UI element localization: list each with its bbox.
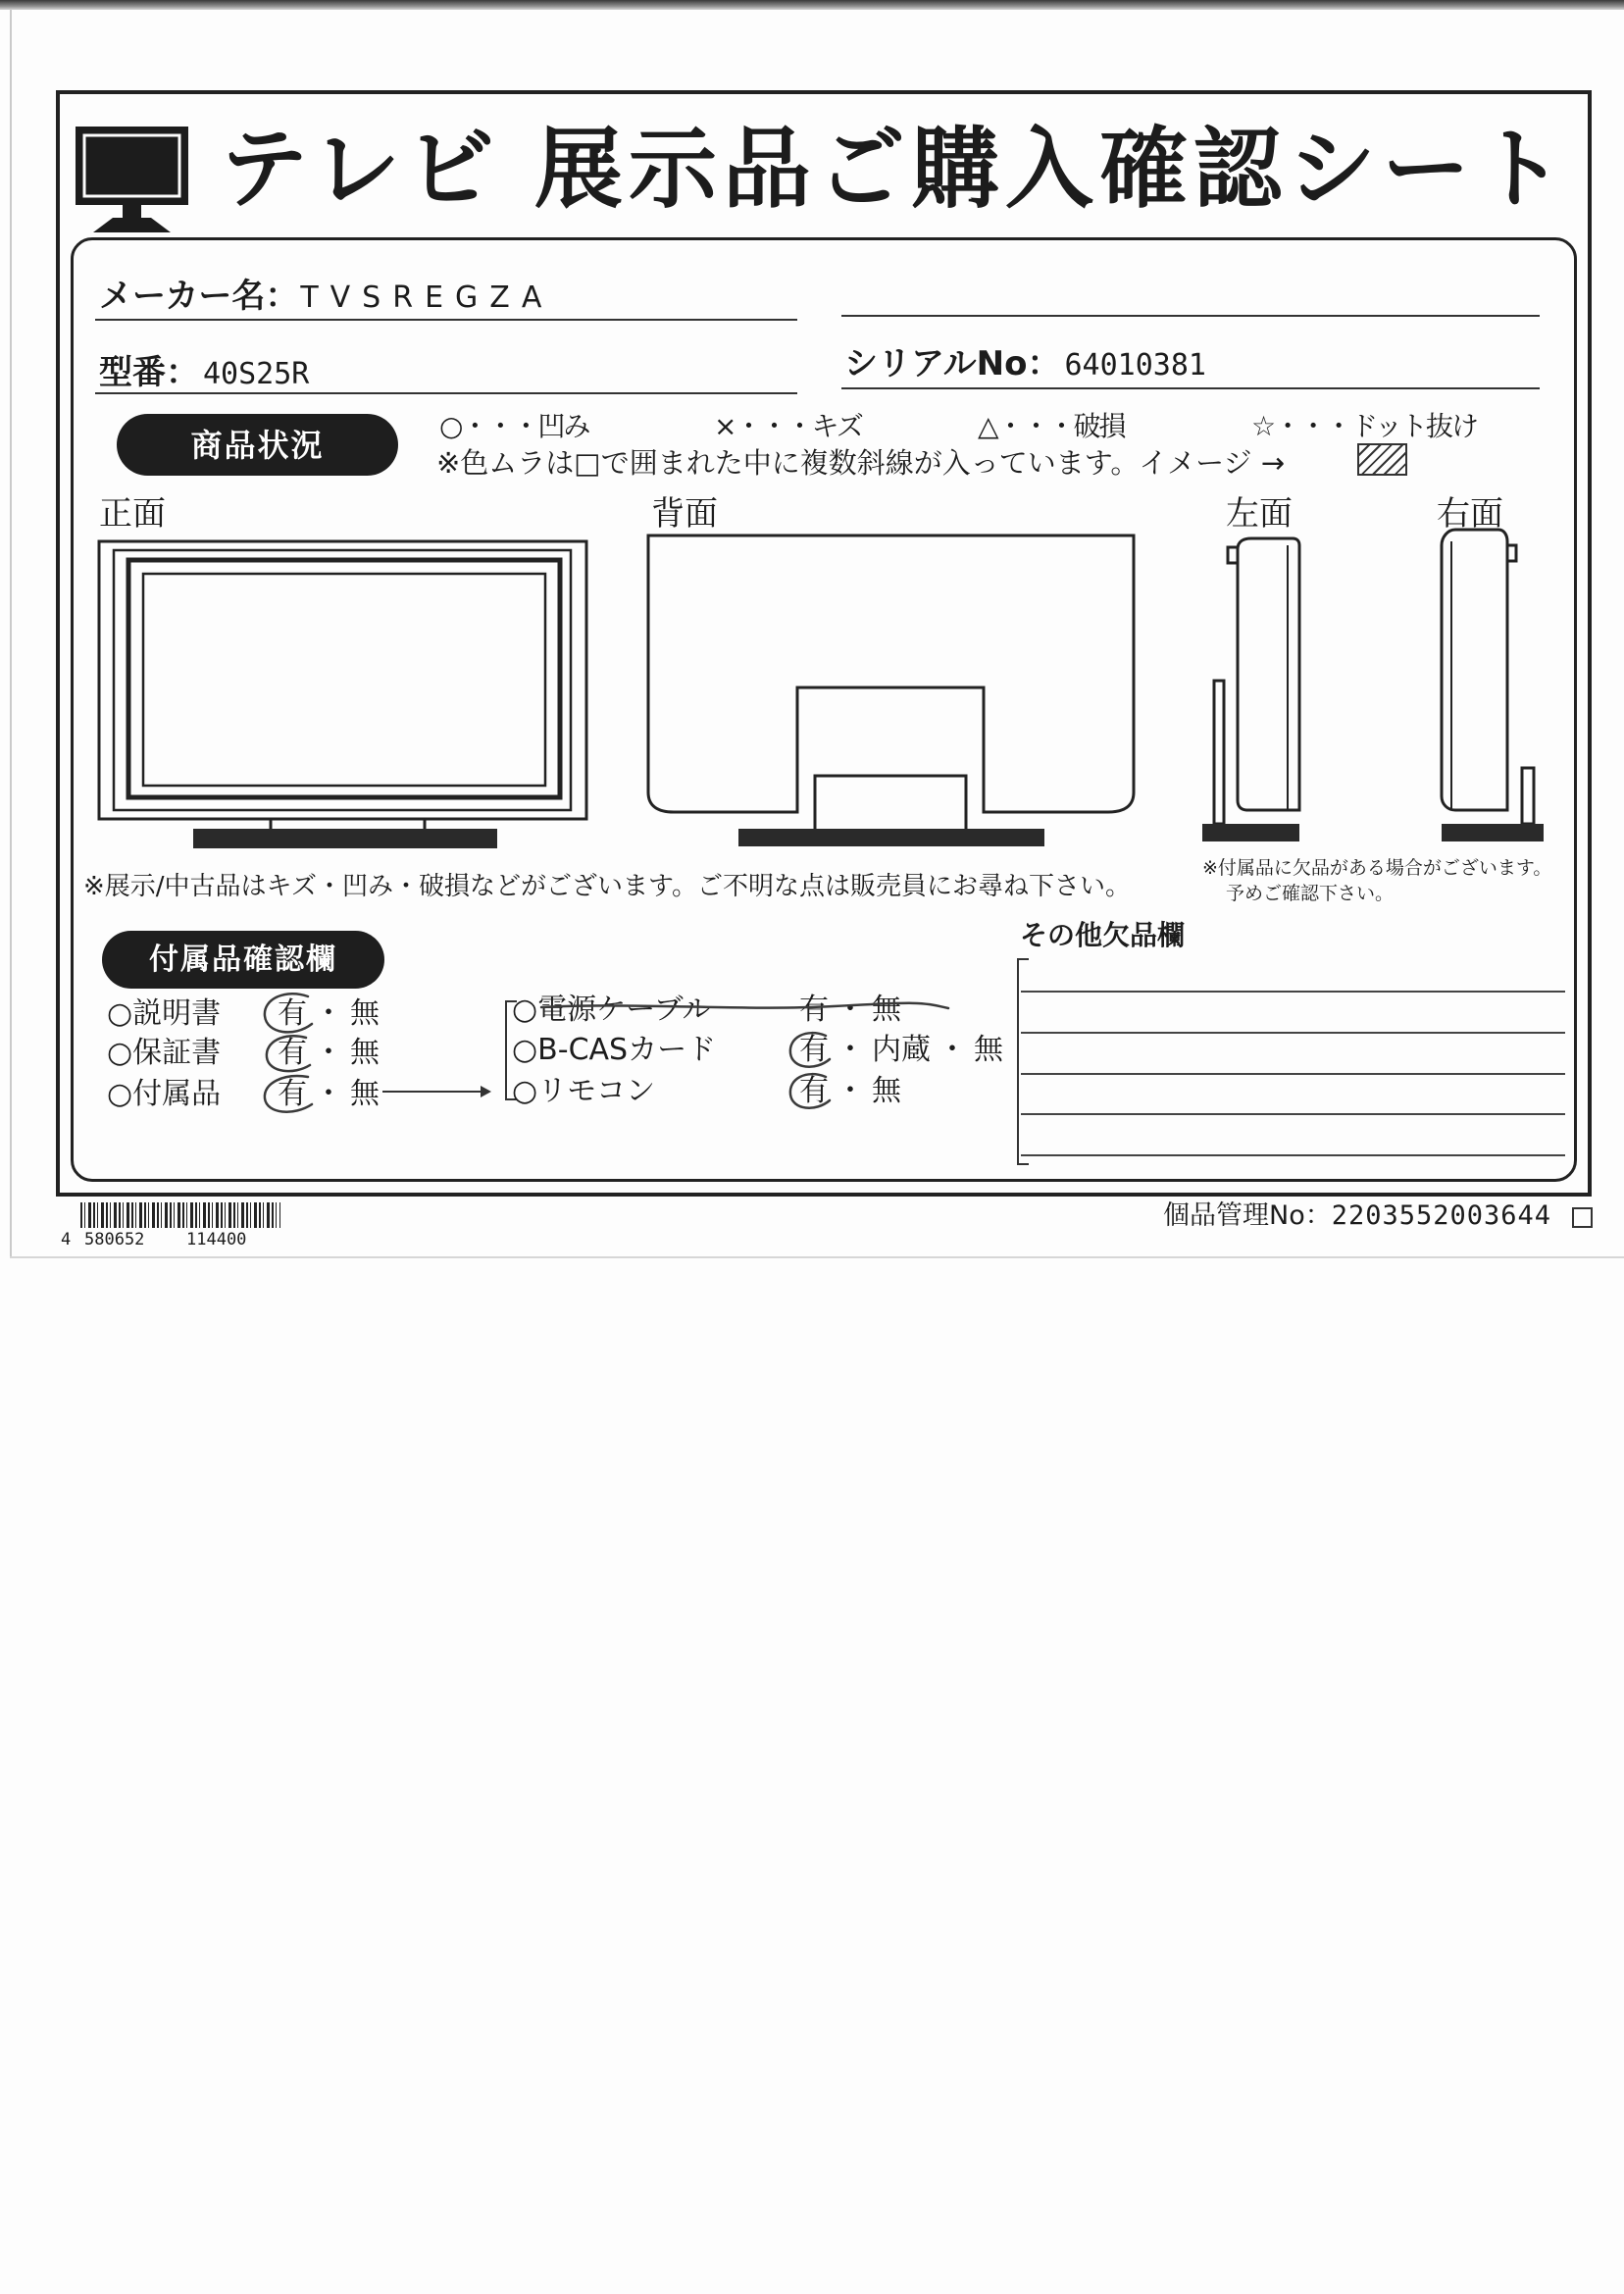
option-yes: 有 bbox=[278, 996, 307, 1031]
option-separator: ・ bbox=[314, 996, 343, 1031]
legend-scratch: ×・・・キズ bbox=[714, 410, 862, 442]
title-tv: テレビ bbox=[220, 118, 501, 221]
option-yes: 有 bbox=[278, 1036, 307, 1070]
legend-damage: △・・・破損 bbox=[978, 410, 1125, 442]
option-yes: 有 bbox=[799, 1033, 829, 1067]
color-unevenness-note: ※色ムラは□で囲まれた中に複数斜線が入っています。イメージ → bbox=[436, 446, 1286, 480]
accessory-heading: 付属品確認欄 bbox=[102, 931, 384, 989]
other-missing-bracket bbox=[1017, 958, 1029, 1165]
barcode bbox=[80, 1202, 280, 1228]
hatch-sample-icon bbox=[1357, 443, 1407, 476]
option-no: 無 bbox=[350, 996, 380, 1031]
accessory-row-power-cable bbox=[512, 995, 908, 1025]
option-no: 無 bbox=[350, 1036, 380, 1070]
barcode-digits: 580652 bbox=[84, 1230, 145, 1249]
accessory-label: ○電源ケーブル bbox=[512, 993, 712, 1027]
legend-dead-pixel: ☆・・・ドット抜け bbox=[1251, 410, 1477, 442]
accessory-row-remote bbox=[512, 1074, 908, 1108]
accessory-row-manual bbox=[107, 996, 386, 1031]
view-label-front: 正面 bbox=[99, 494, 166, 534]
model-field bbox=[99, 353, 310, 392]
view-label-left: 左面 bbox=[1226, 494, 1293, 534]
maker-label: メーカー名： bbox=[99, 277, 299, 316]
accessory-label: ○保証書 bbox=[107, 1036, 222, 1070]
display-item-note: ※展示/中古品はキズ・凹み・破損などがございます。ご不明な点は販売員にお尋ね下さい。 bbox=[83, 872, 1131, 901]
serial-value: 64010381 bbox=[1064, 348, 1206, 382]
accessory-row-accessories bbox=[107, 1077, 386, 1111]
option-separator: ・ bbox=[938, 1033, 967, 1067]
option-yes: 有 bbox=[278, 1077, 307, 1111]
option-separator: ・ bbox=[836, 993, 865, 1027]
item-id bbox=[1163, 1202, 1551, 1229]
checkbox-square-icon bbox=[1572, 1207, 1593, 1228]
other-missing-heading: その他欠品欄 bbox=[1020, 919, 1186, 951]
model-label: 型番： bbox=[99, 353, 199, 392]
option-built-in: 内蔵 bbox=[872, 1033, 931, 1067]
other-missing-line bbox=[1021, 1113, 1565, 1115]
option-no: 無 bbox=[974, 1033, 1003, 1067]
option-yes: 有 bbox=[799, 1074, 829, 1108]
condition-heading: 商品状況 bbox=[117, 414, 398, 476]
accessory-note-line2: 予めご確認下さい。 bbox=[1226, 883, 1395, 904]
item-id-label: 個品管理No： bbox=[1163, 1200, 1332, 1231]
option-no: 無 bbox=[350, 1077, 380, 1111]
serial-label: シリアルNo： bbox=[844, 344, 1061, 383]
blank-underline bbox=[841, 315, 1540, 317]
option-separator: ・ bbox=[836, 1033, 865, 1067]
view-label-back: 背面 bbox=[651, 494, 718, 534]
barcode-digit: 4 bbox=[61, 1230, 72, 1249]
accessory-label: ○リモコン bbox=[512, 1074, 656, 1108]
accessory-row-bcas-card bbox=[512, 1033, 1010, 1067]
accessory-label: ○B-CASカード bbox=[512, 1033, 717, 1067]
paper-edge-bottom bbox=[10, 1256, 1624, 1258]
legend-dent: ○・・・凹み bbox=[439, 410, 589, 442]
view-label-right: 右面 bbox=[1437, 494, 1503, 534]
option-separator: ・ bbox=[314, 1077, 343, 1111]
page-title: 展示品ご購入確認シート bbox=[534, 118, 1570, 221]
maker-field bbox=[99, 277, 554, 316]
maker-underline bbox=[95, 319, 797, 321]
option-no: 無 bbox=[872, 993, 901, 1027]
serial-field bbox=[844, 344, 1206, 383]
option-separator: ・ bbox=[314, 1036, 343, 1070]
accessory-label: ○説明書 bbox=[107, 996, 222, 1031]
option-separator: ・ bbox=[836, 1074, 865, 1108]
option-no: 無 bbox=[872, 1074, 901, 1108]
maker-value: TVSREGZA bbox=[300, 280, 554, 315]
accessory-note-line1: ※付属品に欠品がある場合がございます。 bbox=[1202, 857, 1552, 879]
accessory-row-warranty bbox=[107, 1036, 386, 1070]
serial-underline bbox=[841, 387, 1540, 389]
other-missing-line bbox=[1021, 1032, 1565, 1034]
other-missing-line bbox=[1021, 1073, 1565, 1075]
other-missing-line bbox=[1021, 1154, 1565, 1156]
accessory-label: ○付属品 bbox=[107, 1077, 222, 1111]
option-yes: 有 bbox=[799, 993, 829, 1027]
model-value: 40S25R bbox=[203, 357, 310, 391]
model-underline bbox=[95, 392, 797, 394]
scan-edge-left bbox=[10, 10, 12, 1257]
scan-edge-top bbox=[0, 0, 1624, 10]
item-id-value: 2203552003644 bbox=[1331, 1200, 1552, 1231]
other-missing-line bbox=[1021, 991, 1565, 993]
barcode-digits: 114400 bbox=[186, 1230, 247, 1249]
